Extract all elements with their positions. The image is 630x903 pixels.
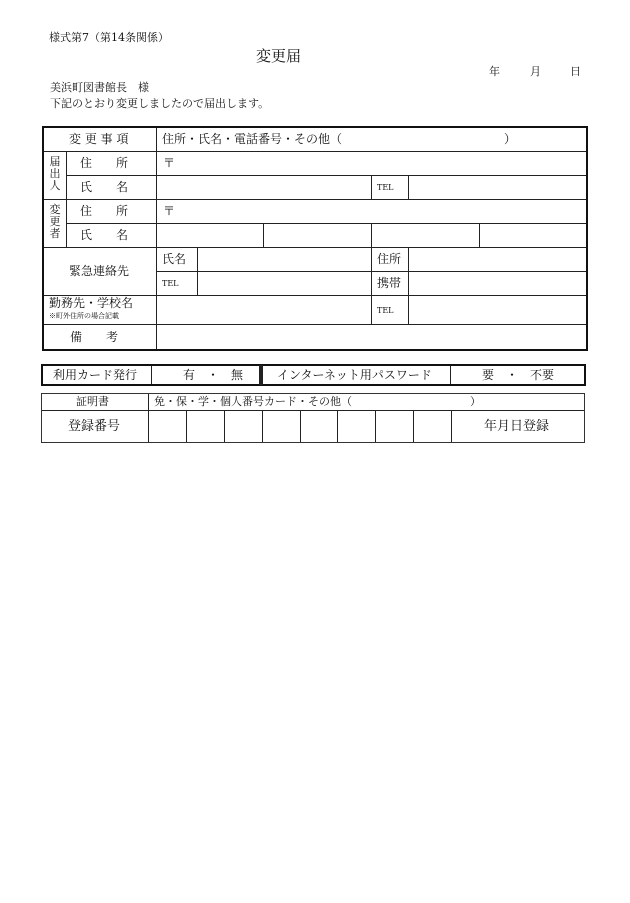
registration-number-label: 登録番号 bbox=[68, 419, 121, 434]
applicant-name-label: 氏 名 bbox=[80, 180, 129, 194]
col-divider bbox=[408, 248, 409, 295]
change-items-options: 住所・氏名・電話番号・その他（ bbox=[162, 132, 343, 146]
row-divider bbox=[66, 175, 586, 176]
date-month: 月 bbox=[530, 65, 541, 78]
row-divider bbox=[44, 151, 586, 152]
col-divider bbox=[408, 296, 409, 324]
col-divider bbox=[371, 224, 372, 247]
emergency-contact-label: 緊急連絡先 bbox=[69, 264, 130, 278]
col-divider bbox=[66, 152, 67, 247]
row-divider bbox=[42, 410, 584, 411]
col-divider bbox=[197, 248, 198, 295]
applicant-postal-mark: 〒 bbox=[163, 156, 176, 170]
reg-box-divider bbox=[413, 411, 414, 442]
id-document-options: 免・保・学・個人番号カード・その他（ bbox=[154, 395, 352, 408]
col-divider bbox=[371, 248, 372, 295]
col-divider bbox=[371, 296, 372, 324]
applicant-label: 届出人 bbox=[49, 155, 61, 192]
password-options: 要 ・ 不要 bbox=[482, 368, 555, 382]
form-number: 様式第7（第14条関係） bbox=[49, 31, 169, 44]
id-document-label: 証明書 bbox=[76, 395, 109, 408]
col-divider bbox=[151, 366, 152, 384]
row-divider bbox=[44, 324, 586, 325]
reg-box-divider bbox=[451, 411, 452, 442]
changed-person-label: 変更者 bbox=[49, 203, 61, 240]
changed-postal-mark: 〒 bbox=[163, 204, 176, 218]
password-label: インターネット用パスワード bbox=[277, 368, 432, 382]
row-divider bbox=[66, 223, 586, 224]
intro-text: 下記のとおり変更しましたので届出します。 bbox=[50, 97, 270, 110]
remarks-label: 備 考 bbox=[70, 330, 119, 344]
reg-box-divider bbox=[186, 411, 187, 442]
workplace-tel-mark: TEL bbox=[377, 306, 394, 315]
row-divider bbox=[44, 199, 586, 200]
col-divider bbox=[479, 224, 480, 247]
change-items-close: ） bbox=[504, 132, 517, 146]
card-issue-label: 利用カード発行 bbox=[53, 368, 138, 382]
reg-box-divider bbox=[337, 411, 338, 442]
col-divider bbox=[371, 176, 372, 199]
applicant-address-label: 住 所 bbox=[80, 156, 129, 170]
card-issue-options: 有 ・ 無 bbox=[183, 368, 244, 382]
emergency-mobile-label: 携帯 bbox=[377, 276, 402, 290]
workplace-label: 勤務先・学校名 bbox=[49, 296, 134, 310]
reg-box-divider bbox=[300, 411, 301, 442]
date-year: 年 bbox=[489, 65, 500, 78]
emergency-name-label: 氏名 bbox=[162, 252, 187, 266]
col-divider bbox=[156, 128, 157, 349]
col-divider bbox=[148, 394, 149, 442]
reg-box-divider bbox=[262, 411, 263, 442]
changed-address-label: 住 所 bbox=[80, 204, 129, 218]
id-document-close: ） bbox=[470, 395, 481, 408]
col-divider bbox=[408, 176, 409, 199]
applicant-tel-mark: TEL bbox=[377, 183, 394, 192]
row-divider bbox=[44, 247, 586, 248]
col-divider bbox=[450, 366, 451, 384]
emergency-address-label: 住所 bbox=[377, 252, 402, 266]
date-day: 日 bbox=[570, 65, 581, 78]
changed-name-label: 氏 名 bbox=[80, 228, 129, 242]
workplace-note: ※町外住所の場合記載 bbox=[49, 312, 119, 320]
change-items-label: 変 更 事 項 bbox=[69, 132, 129, 146]
col-divider bbox=[263, 224, 264, 247]
col-divider-bold bbox=[259, 365, 263, 385]
addressee: 美浜町図書館長 様 bbox=[50, 81, 149, 94]
reg-box-divider bbox=[224, 411, 225, 442]
emergency-tel-mark: TEL bbox=[162, 279, 179, 288]
reg-box-divider bbox=[375, 411, 376, 442]
page-title: 変更届 bbox=[256, 47, 302, 65]
registration-date-label: 年月日登録 bbox=[484, 419, 550, 434]
